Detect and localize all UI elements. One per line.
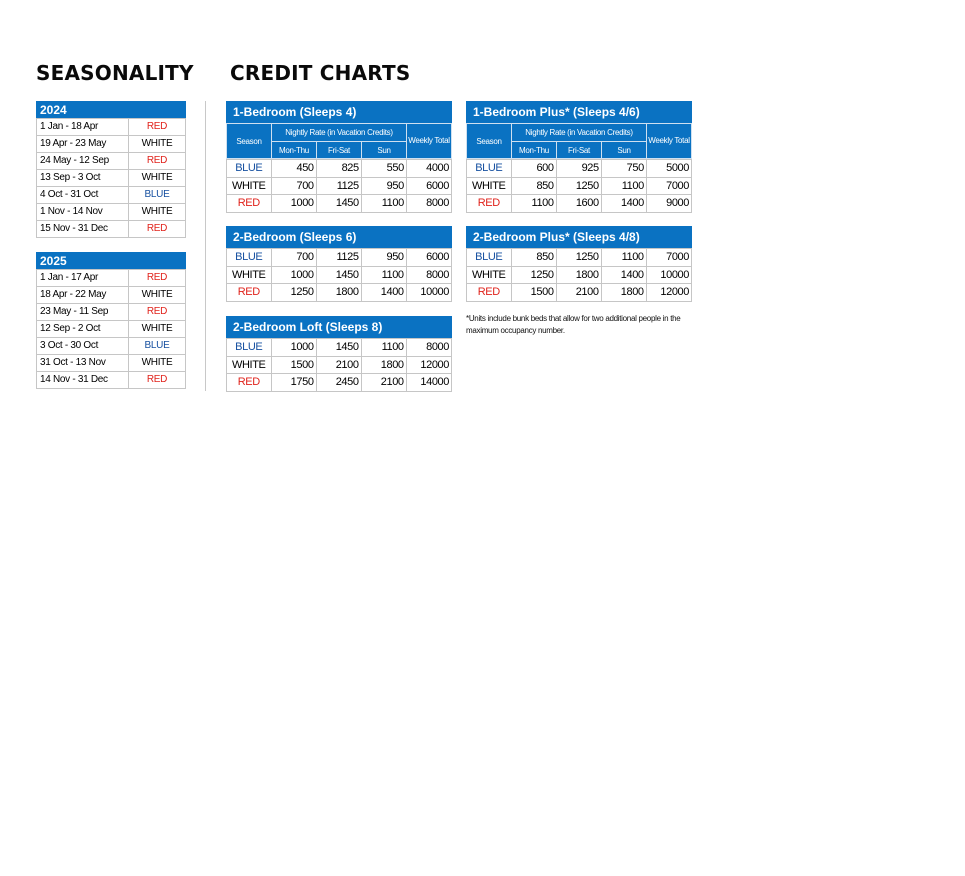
credit-table-title: 1-Bedroom Plus* (Sleeps 4/6) [466,101,692,123]
season-label: WHITE [129,321,186,338]
col-weekly-total: Weekly Total [407,124,452,159]
weekly-total-cell: 7000 [646,249,691,267]
seasonality-table [36,118,186,238]
credit-row [227,177,452,195]
mon-thu-cell: 1000 [271,195,316,213]
season-label: WHITE [129,287,186,304]
credit-table-1-bedroom-plus [466,101,692,213]
season-row [37,338,186,355]
credit-table-header [226,123,452,159]
mon-thu-cell: 1750 [271,374,316,392]
season-cell: WHITE [227,266,272,284]
credit-row [227,374,452,392]
credit-table-2-bedroom [226,226,452,302]
col-fri-sat: Fri-Sat [557,142,602,159]
fri-sat-cell: 2100 [556,284,601,302]
season-row [37,355,186,372]
season-cell: RED [227,374,272,392]
footnote: *Units include bunk beds that allow for two additional people in the maximum occupancy number. [466,314,681,335]
credit-row [467,284,692,302]
season-dates: 15 Nov - 31 Dec [37,221,129,238]
seasonality-2024 [36,101,186,238]
seasonality-heading: SEASONALITY [36,61,194,85]
credit-table-body [226,248,452,302]
col-fri-sat: Fri-Sat [317,142,362,159]
sun-cell: 950 [361,249,406,267]
mon-thu-cell: 1250 [511,266,556,284]
season-row [37,204,186,221]
season-dates: 24 May - 12 Sep [37,153,129,170]
fri-sat-cell: 1450 [316,195,361,213]
fri-sat-cell: 2100 [316,356,361,374]
credit-row [227,284,452,302]
season-cell: BLUE [467,249,512,267]
fri-sat-cell: 1800 [556,266,601,284]
season-label: BLUE [129,338,186,355]
weekly-total-cell: 10000 [406,284,451,302]
col-sun: Sun [602,142,647,159]
season-dates: 1 Jan - 18 Apr [37,119,129,136]
season-label: WHITE [129,170,186,187]
fri-sat-cell: 1125 [316,249,361,267]
season-row [37,304,186,321]
season-dates: 23 May - 11 Sep [37,304,129,321]
credit-row [227,249,452,267]
credit-table-title: 2-Bedroom (Sleeps 6) [226,226,452,248]
season-row [37,153,186,170]
credit-table-title: 1-Bedroom (Sleeps 4) [226,101,452,123]
season-row [37,372,186,389]
mon-thu-cell: 1250 [271,284,316,302]
season-dates: 1 Nov - 14 Nov [37,204,129,221]
credit-row [227,266,452,284]
weekly-total-cell: 14000 [406,374,451,392]
credit-table-1-bedroom [226,101,452,213]
season-row [37,221,186,238]
sun-cell: 1400 [601,266,646,284]
sun-cell: 1100 [361,266,406,284]
credit-table-body [226,338,452,392]
col-nightly-rate: Nightly Rate (in Vacation Credits) [512,124,647,142]
credit-row [467,160,692,178]
weekly-total-cell: 8000 [406,195,451,213]
sun-cell: 1400 [601,195,646,213]
mon-thu-cell: 1500 [271,356,316,374]
credit-row [227,195,452,213]
mon-thu-cell: 700 [271,249,316,267]
fri-sat-cell: 1450 [316,339,361,357]
season-label: RED [129,270,186,287]
fri-sat-cell: 1125 [316,177,361,195]
season-row [37,170,186,187]
season-cell: BLUE [467,160,512,178]
season-row [37,287,186,304]
season-label: RED [129,304,186,321]
credit-row [467,195,692,213]
col-season: Season [227,124,272,159]
season-row [37,321,186,338]
season-cell: WHITE [227,177,272,195]
credit-table-title: 2-Bedroom Plus* (Sleeps 4/8) [466,226,692,248]
fri-sat-cell: 925 [556,160,601,178]
weekly-total-cell: 10000 [646,266,691,284]
mon-thu-cell: 1000 [271,339,316,357]
credit-table-body [466,248,692,302]
fri-sat-cell: 1250 [556,249,601,267]
sun-cell: 1100 [601,177,646,195]
credit-row [467,249,692,267]
sun-cell: 1400 [361,284,406,302]
sun-cell: 550 [361,160,406,178]
season-cell: WHITE [467,266,512,284]
season-cell: WHITE [227,356,272,374]
sun-cell: 1100 [361,339,406,357]
credit-row [467,266,692,284]
weekly-total-cell: 7000 [646,177,691,195]
season-cell: RED [227,195,272,213]
weekly-total-cell: 6000 [406,177,451,195]
season-dates: 31 Oct - 13 Nov [37,355,129,372]
mon-thu-cell: 450 [271,160,316,178]
credit-table-2-bedroom-plus [466,226,692,302]
season-label: RED [129,372,186,389]
season-row [37,270,186,287]
credit-charts-heading: CREDIT CHARTS [230,61,411,85]
mon-thu-cell: 600 [511,160,556,178]
season-label: RED [129,221,186,238]
fri-sat-cell: 825 [316,160,361,178]
season-cell: WHITE [467,177,512,195]
sun-cell: 2100 [361,374,406,392]
year-header: 2025 [36,252,186,269]
sun-cell: 1800 [361,356,406,374]
season-dates: 4 Oct - 31 Oct [37,187,129,204]
sun-cell: 950 [361,177,406,195]
credit-table-2-bedroom-loft [226,316,452,392]
season-cell: BLUE [227,160,272,178]
credit-table-body [466,159,692,213]
sun-cell: 1800 [601,284,646,302]
season-cell: RED [467,195,512,213]
weekly-total-cell: 8000 [406,339,451,357]
season-dates: 3 Oct - 30 Oct [37,338,129,355]
sun-cell: 1100 [601,249,646,267]
col-mon-thu: Mon-Thu [272,142,317,159]
credit-table-body [226,159,452,213]
credit-table-title: 2-Bedroom Loft (Sleeps 8) [226,316,452,338]
col-nightly-rate: Nightly Rate (in Vacation Credits) [272,124,407,142]
column-divider [205,101,206,391]
seasonality-table [36,269,186,389]
season-dates: 13 Sep - 3 Oct [37,170,129,187]
mon-thu-cell: 1000 [271,266,316,284]
weekly-total-cell: 12000 [646,284,691,302]
weekly-total-cell: 8000 [406,266,451,284]
credit-row [467,177,692,195]
season-cell: RED [227,284,272,302]
season-dates: 14 Nov - 31 Dec [37,372,129,389]
credit-row [227,356,452,374]
mon-thu-cell: 850 [511,249,556,267]
credit-row [227,160,452,178]
weekly-total-cell: 5000 [646,160,691,178]
fri-sat-cell: 1600 [556,195,601,213]
fri-sat-cell: 2450 [316,374,361,392]
weekly-total-cell: 6000 [406,249,451,267]
col-season: Season [467,124,512,159]
col-sun: Sun [362,142,407,159]
seasonality-2025 [36,252,186,389]
season-cell: BLUE [227,249,272,267]
season-label: RED [129,119,186,136]
col-mon-thu: Mon-Thu [512,142,557,159]
year-header: 2024 [36,101,186,118]
fri-sat-cell: 1800 [316,284,361,302]
season-row [37,136,186,153]
fri-sat-cell: 1250 [556,177,601,195]
sun-cell: 1100 [361,195,406,213]
weekly-total-cell: 4000 [406,160,451,178]
season-label: WHITE [129,136,186,153]
season-dates: 19 Apr - 23 May [37,136,129,153]
season-row [37,187,186,204]
mon-thu-cell: 1500 [511,284,556,302]
season-cell: RED [467,284,512,302]
sun-cell: 750 [601,160,646,178]
mon-thu-cell: 850 [511,177,556,195]
season-cell: BLUE [227,339,272,357]
season-dates: 1 Jan - 17 Apr [37,270,129,287]
mon-thu-cell: 1100 [511,195,556,213]
fri-sat-cell: 1450 [316,266,361,284]
credit-table-header [466,123,692,159]
col-weekly-total: Weekly Total [647,124,692,159]
season-label: RED [129,153,186,170]
season-label: WHITE [129,355,186,372]
season-dates: 12 Sep - 2 Oct [37,321,129,338]
season-row [37,119,186,136]
season-dates: 18 Apr - 22 May [37,287,129,304]
season-label: BLUE [129,187,186,204]
season-label: WHITE [129,204,186,221]
credit-row [227,339,452,357]
weekly-total-cell: 12000 [406,356,451,374]
weekly-total-cell: 9000 [646,195,691,213]
mon-thu-cell: 700 [271,177,316,195]
